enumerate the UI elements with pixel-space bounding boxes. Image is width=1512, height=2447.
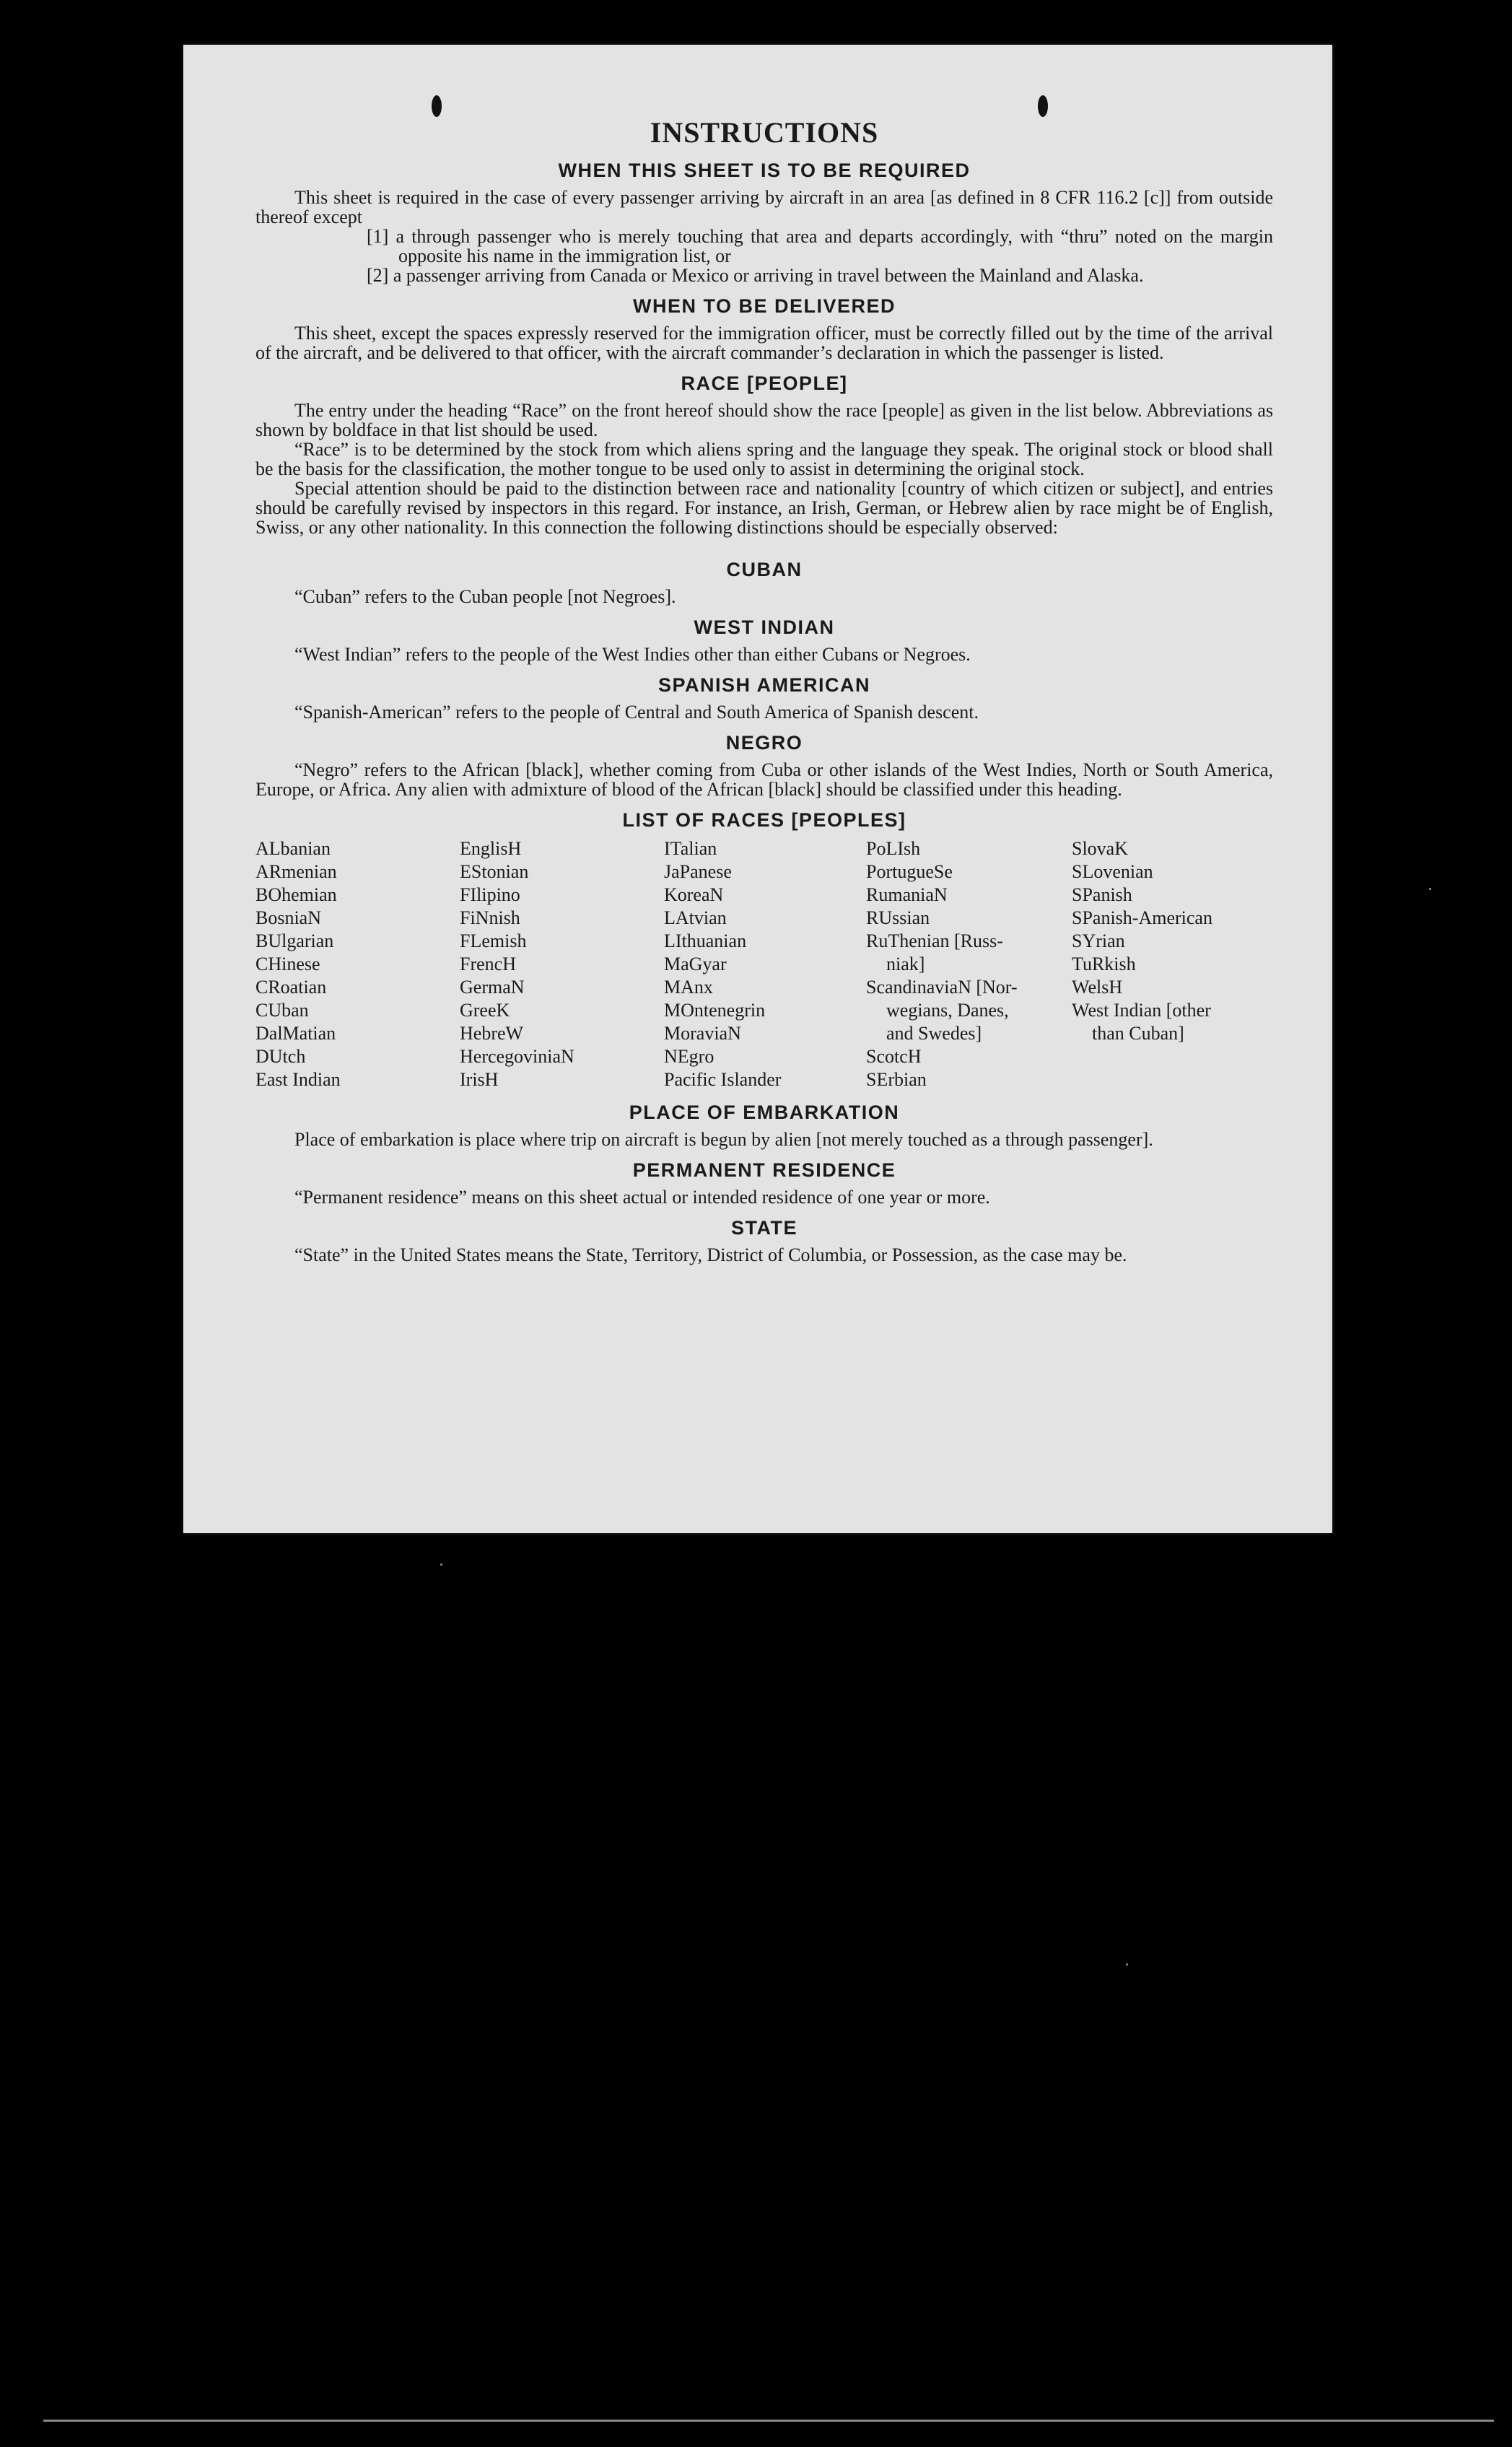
punch-hole-left — [432, 95, 442, 117]
race-entry: SErbian — [866, 1069, 927, 1090]
race-entry: SYrian — [1072, 930, 1125, 951]
race-entry: KoreaN — [664, 884, 724, 905]
section-heading-delivered: WHEN TO BE DELIVERED — [632, 295, 896, 317]
section-heading-residence: PERMANENT RESIDENCE — [632, 1159, 896, 1181]
race-entry: MAnx — [664, 977, 713, 998]
race-entry: MOntenegrin — [664, 1000, 766, 1021]
races-column-3 — [664, 837, 866, 1091]
race-entry: CUban — [255, 1000, 309, 1021]
section-heading-state: STATE — [731, 1217, 797, 1239]
races-column-4 — [866, 837, 1072, 1091]
race-entry: TuRkish — [1072, 954, 1136, 974]
races-column-2 — [460, 837, 664, 1091]
race-entry: West Indian [other — [1072, 1000, 1211, 1021]
race-entry: BUlgarian — [255, 930, 334, 951]
race-entry: RUssian — [866, 907, 930, 928]
scan-speck — [440, 1563, 442, 1566]
state-text: “State” in the United States means the State, Territory, District of Columbia, or Possession, as the case may be. — [294, 1244, 1127, 1265]
race-entry: BosniaN — [255, 907, 321, 928]
race-entry: EStonian — [460, 861, 529, 882]
races-column-5 — [1072, 837, 1273, 1091]
section-heading-west-indian: WEST INDIAN — [694, 616, 835, 638]
races-list — [255, 837, 1273, 1091]
race-entry: LAtvian — [664, 907, 727, 928]
race-entry: ALbanian — [255, 838, 331, 859]
race-entry: FrencH — [460, 954, 516, 974]
race-entry: FiNnish — [460, 907, 520, 928]
race-paragraph-3: Special attention should be paid to the distinction between race and nationality [country of which citizen or subject], and entries should be carefully revised by inspectors in this regard. For instance, an Irish, German, or Hebrew alien by race might be of English, Swiss, or any other nationality. In this connection the following distinctions should be especially observed: — [255, 478, 1273, 538]
race-entry: CRoatian — [255, 977, 327, 998]
race-entry: FIlipino — [460, 884, 520, 905]
race-entry-continued: niak] — [886, 954, 925, 974]
required-item-2: [2] a passenger arriving from Canada or Mexico or arriving in travel between the Mainland and Alaska. — [367, 265, 1144, 286]
page-title: INSTRUCTIONS — [650, 116, 879, 149]
race-entry: SLovenian — [1072, 861, 1153, 882]
race-entry: East Indian — [255, 1069, 341, 1090]
race-entry: PortugueSe — [866, 861, 953, 882]
west-indian-text: “West Indian” refers to the people of the West Indies other than either Cubans or Negroes. — [294, 644, 971, 665]
race-entry: BOhemian — [255, 884, 337, 905]
race-entry: EnglisH — [460, 838, 522, 859]
race-entry: ARmenian — [255, 861, 337, 882]
race-entry-continued: than Cuban] — [1092, 1023, 1184, 1044]
delivered-text: This sheet, except the spaces expressly reserved for the immigration officer, must be correctly filled out by the time of the arrival of the aircraft, and be delivered to that officer, with the aircraft commander’s declaration in which the passenger is listed. — [255, 323, 1273, 363]
section-heading-spanish-american: SPANISH AMERICAN — [657, 674, 870, 696]
race-entry-continued: wegians, Danes, — [886, 1000, 1009, 1021]
residence-text: “Permanent residence” means on this sheet actual or intended residence of one year or more. — [294, 1187, 990, 1208]
required-item-1: [1] a through passenger who is merely touching that area and departs accordingly, with “thru” noted on the margin opposite his name in the immigration list, or — [367, 226, 1273, 266]
race-paragraph-2: “Race” is to be determined by the stock from which aliens spring and the language they speak. The original stock or blood shall be the basis for the classification, the mother tongue to be used only to assist in determining the original stock. — [255, 439, 1273, 479]
race-entry: RuThenian [Russ- — [866, 930, 1003, 951]
race-entry: Pacific Islander — [664, 1069, 782, 1090]
section-heading-required: WHEN THIS SHEET IS TO BE REQUIRED — [558, 160, 971, 181]
race-entry: GermaN — [460, 977, 525, 998]
spanish-american-text: “Spanish-American” refers to the people of Central and South America of Spanish descent. — [294, 702, 979, 723]
race-entry: MoraviaN — [664, 1023, 741, 1044]
race-entry: SPanish — [1072, 884, 1132, 905]
section-heading-races-list: LIST OF RACES [PEOPLES] — [622, 809, 906, 831]
scan-speck — [1126, 1963, 1128, 1966]
race-entry: FLemish — [460, 930, 527, 951]
scan-speck — [1429, 888, 1431, 890]
race-entry: MaGyar — [664, 954, 727, 974]
race-entry-continued: and Swedes] — [886, 1023, 982, 1044]
race-paragraph-1: The entry under the heading “Race” on the front hereof should show the race [people] as given in the list below. Abbreviations as shown by boldface in that list should be used. — [255, 400, 1273, 440]
race-entry: ITalian — [664, 838, 717, 859]
punch-hole-right — [1038, 95, 1048, 117]
race-entry: HercegoviniaN — [460, 1046, 574, 1067]
required-intro: This sheet is required in the case of every passenger arriving by aircraft in an area [as defined in 8 CFR 116.2 [c]] from outside thereof except — [255, 187, 1273, 227]
race-entry: GreeK — [460, 1000, 510, 1021]
race-entry: HebreW — [460, 1023, 524, 1044]
race-entry: IrisH — [460, 1069, 499, 1090]
section-heading-race: RACE [PEOPLE] — [681, 372, 848, 394]
race-entry: PoLIsh — [866, 838, 921, 859]
race-entry: LIthuanian — [664, 930, 747, 951]
race-entry: RumaniaN — [866, 884, 948, 905]
scan-edge-line — [43, 2420, 1494, 2422]
race-entry: NEgro — [664, 1046, 715, 1067]
cuban-text: “Cuban” refers to the Cuban people [not Negroes]. — [294, 586, 676, 607]
race-entry: DalMatian — [255, 1023, 336, 1044]
document-page — [183, 45, 1332, 1533]
races-column-1 — [255, 837, 460, 1091]
race-entry: SlovaK — [1072, 838, 1128, 859]
race-entry: DUtch — [255, 1046, 306, 1067]
negro-text: “Negro” refers to the African [black], whether coming from Cuba or other islands of the West Indies, North or South America, Europe, or Africa. Any alien with admixture of blood of the African [black] should be classified under this heading. — [255, 759, 1273, 800]
section-heading-embarkation: PLACE OF EMBARKATION — [629, 1102, 900, 1123]
race-entry: CHinese — [255, 954, 320, 974]
race-entry: SPanish-American — [1072, 907, 1212, 928]
race-entry: ScotcH — [866, 1046, 922, 1067]
race-entry: WelsH — [1072, 977, 1123, 998]
race-entry: JaPanese — [664, 861, 732, 882]
instructions-body — [255, 115, 1273, 1265]
embarkation-text: Place of embarkation is place where trip on aircraft is begun by alien [not merely touched as a through passenger]. — [294, 1129, 1153, 1150]
section-heading-negro: NEGRO — [725, 732, 803, 754]
race-entry: ScandinaviaN [Nor- — [866, 977, 1018, 998]
section-heading-cuban: CUBAN — [726, 559, 803, 580]
